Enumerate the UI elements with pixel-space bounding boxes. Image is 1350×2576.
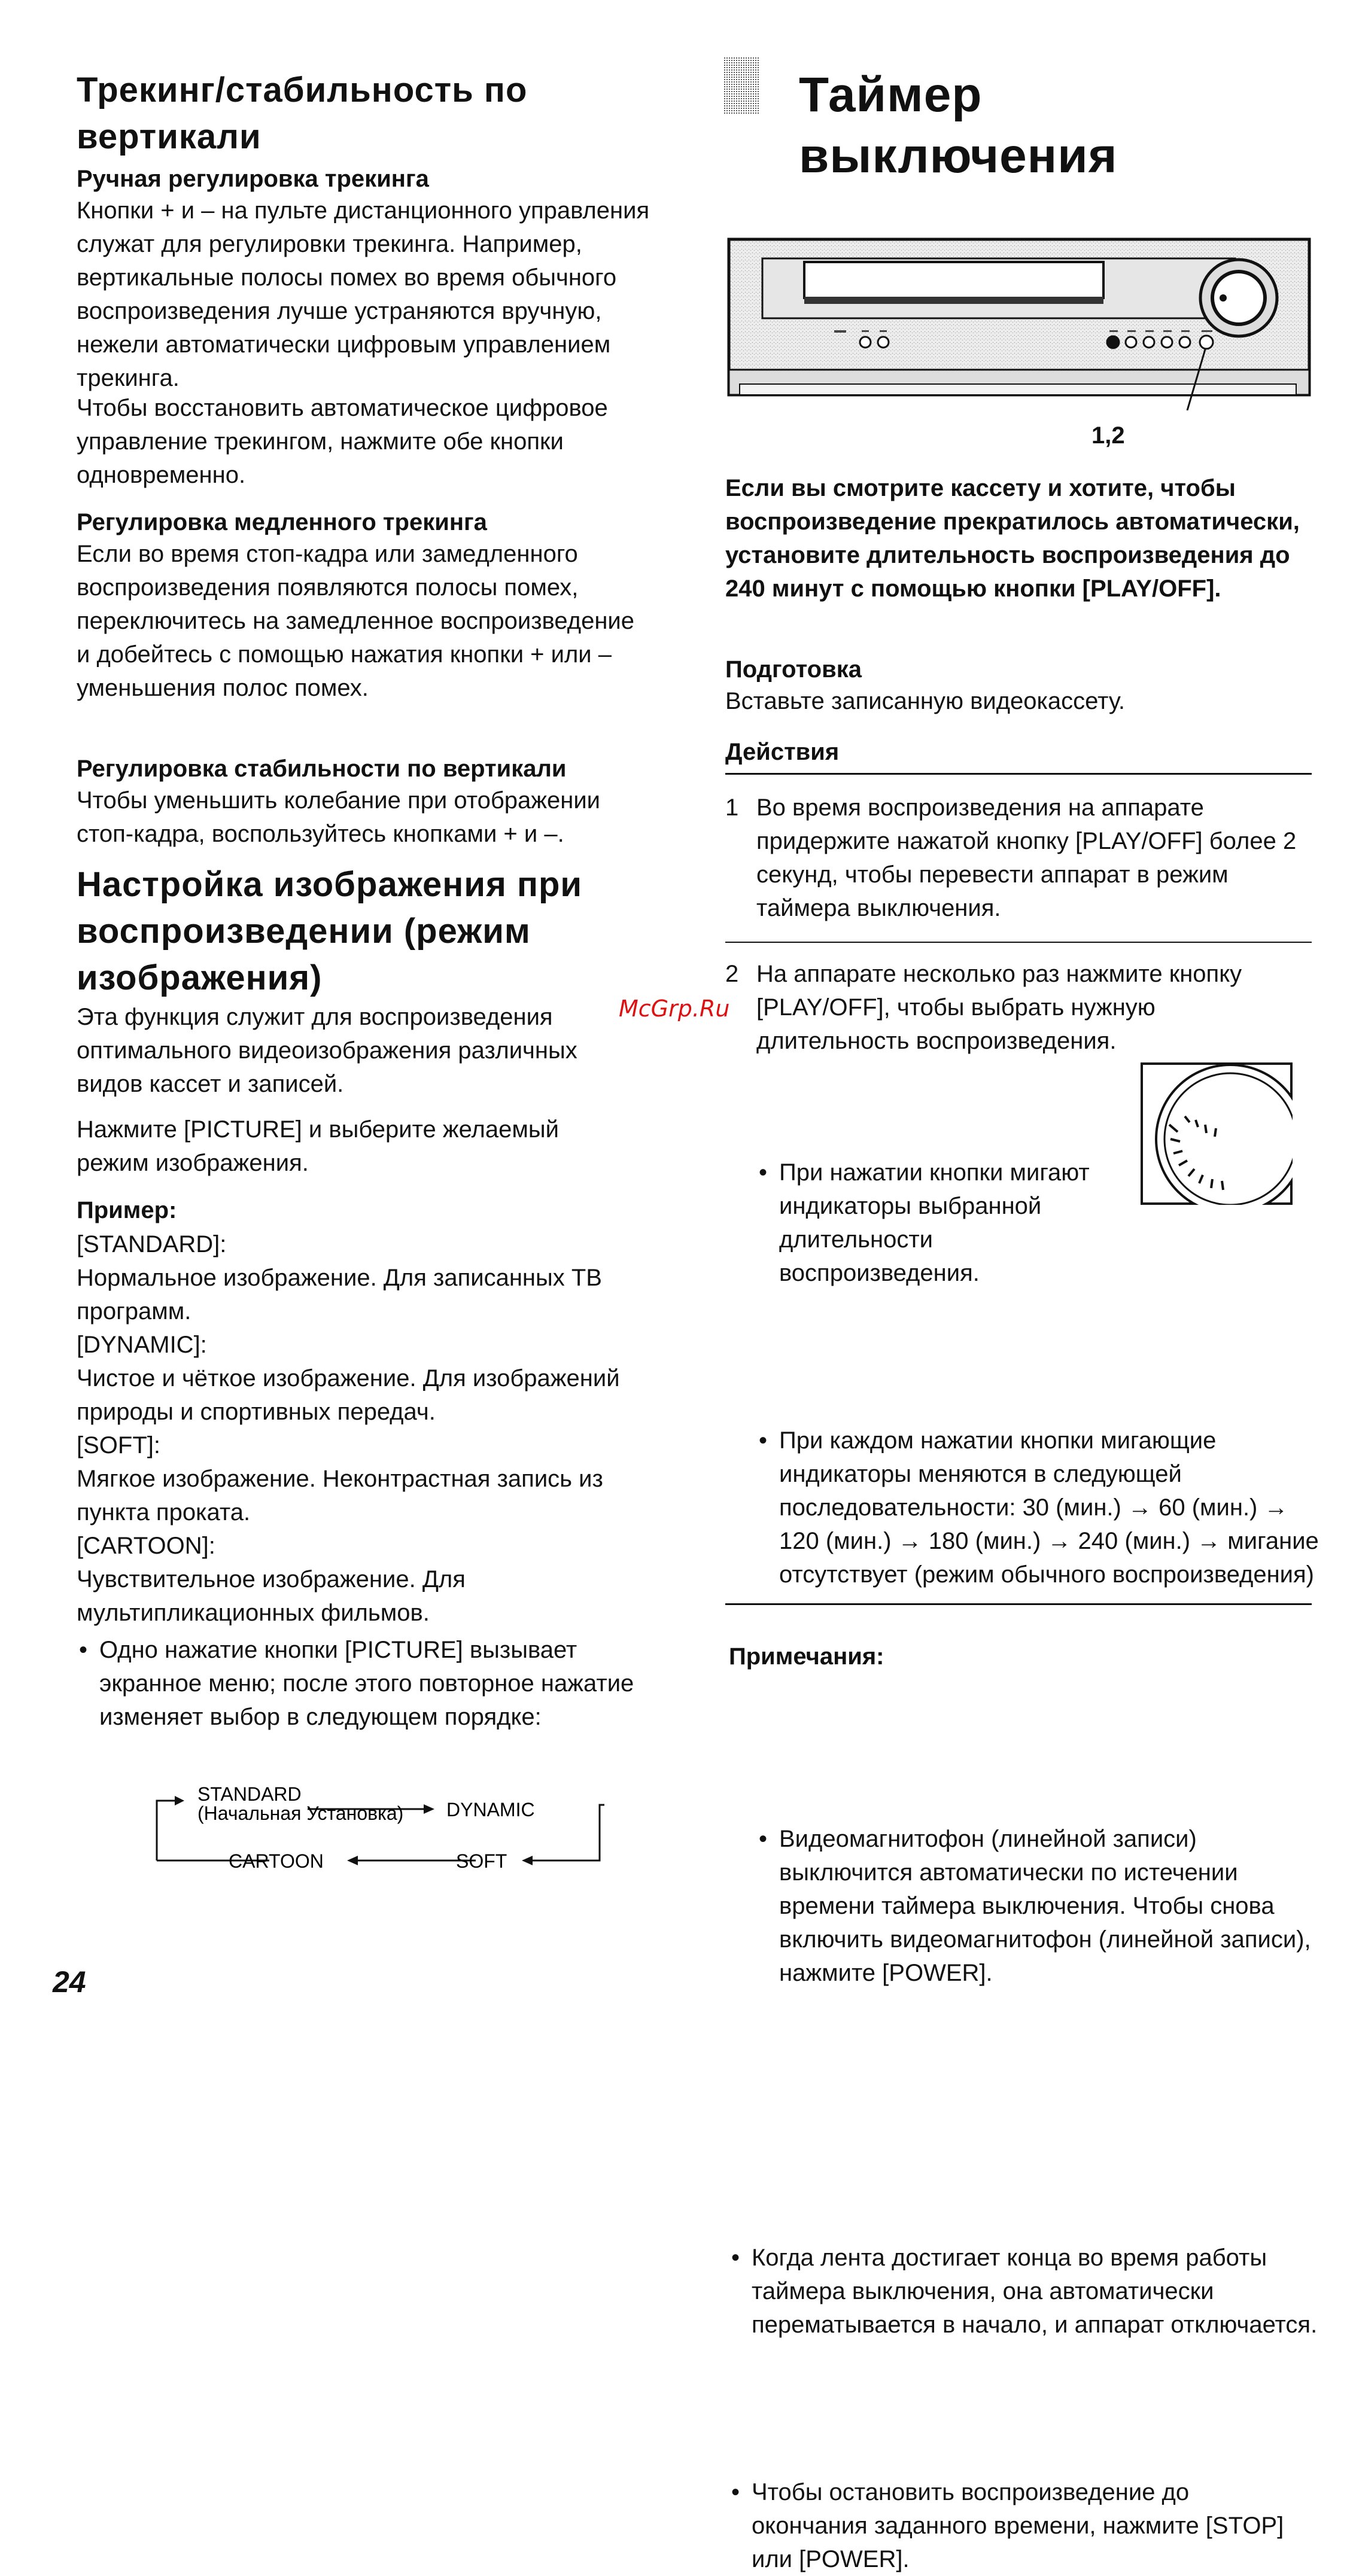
mode-name-soft: [SOFT]: bbox=[77, 1432, 160, 1458]
picture-mode-list bbox=[77, 1228, 675, 1630]
subheading-vertical-stability: Регулировка стабильности по вертикали bbox=[77, 756, 567, 782]
mode-desc-dynamic: Чистое и чёткое изображение. Для изображений природы и спортивных передач. bbox=[77, 1365, 620, 1425]
step-2 bbox=[725, 957, 1312, 1058]
step-2-bullet-indicators: • При нажатии кнопки мигают индикаторы выбранной длительности воспроизведения. bbox=[756, 1156, 1138, 1290]
preparation-text: Вставьте записанную видеокассету. bbox=[725, 688, 1125, 714]
paragraph-restore-auto: Чтобы восстановить автоматическое цифровое управление трекингом, нажмите обе кнопки одновременно. bbox=[77, 395, 608, 488]
watermark: McGrp.Ru bbox=[619, 995, 730, 1022]
mode-name-cartoon: [CARTOON]: bbox=[77, 1533, 215, 1559]
note-2: • Чтобы остановить воспроизведение до окончания заданного времени, нажмите [STOP] или [POWER]. bbox=[729, 2475, 1290, 2576]
dial-indicator-illustration bbox=[1141, 1062, 1293, 1205]
section-title-tracking: Трекинг/стабильность по вертикали bbox=[77, 71, 528, 156]
mode-desc-soft: Мягкое изображение. Неконтрастная запись из пункта проката. bbox=[77, 1466, 603, 1525]
cycle-soft-label: SOFT bbox=[456, 1850, 507, 1872]
paragraph-picture-intro: Эта функция служит для воспроизведения оптимального видеоизображения различных видов кассет и записей. bbox=[77, 1004, 577, 1097]
step-2-text: На аппарате несколько раз нажмите кнопку [PLAY/OFF], чтобы выбрать нужную длительность воспроизведения. bbox=[756, 961, 1242, 1054]
section-title-picture-mode: Настройка изображения при воспроизведении (режим изображения) bbox=[77, 865, 583, 997]
picture-button-bullet: • Одно нажатие кнопки [PICTURE] вызывает экранное меню; после этого повторное нажатие изменяет выбор в следующем порядке: bbox=[77, 1633, 662, 1734]
paragraph-press-picture: Нажмите [PICTURE] и выберите желаемый режим изображения. bbox=[77, 1116, 559, 1176]
mode-name-standard: [STANDARD]: bbox=[77, 1231, 227, 1257]
section-title-off-timer: Таймер выключения bbox=[799, 68, 1118, 183]
cycle-dynamic-label: DYNAMIC bbox=[446, 1799, 535, 1820]
paragraph-slow-tracking: Если во время стоп-кадра или замедленного воспроизведения появляются полосы помех, переключитесь на замедленное воспроизведение и добейтесь с помощью нажатия кнопки + или – уменьшения полос помех. bbox=[77, 541, 634, 701]
paragraph-manual-tracking: Кнопки + и – на пульте дистанционного управления служат для регулировки трекинга. Например, вертикальные полосы помех во время обычного воспроизведения лучше устраняются вручную, нежели автоматически цифровым управлением трекинга. bbox=[77, 197, 650, 391]
step-2-bullet-power: • Видеомагнитофон (линейной записи) выключится автоматически по истечении времени таймера выключения. Чтобы снова включить видеомагнитофон (линейной записи), нажмите [POWER]. bbox=[756, 1822, 1330, 1990]
figure-callout-label: 1,2 bbox=[1091, 422, 1125, 449]
actions-label: Действия bbox=[725, 739, 840, 765]
mode-name-dynamic: [DYNAMIC]: bbox=[77, 1332, 207, 1358]
page-number: 24 bbox=[53, 1965, 86, 1999]
off-timer-intro: Если вы смотрите кассету и хотите, чтобы воспроизведение прекратилось автоматически, установите длительность воспроизведения до 240 минут с помощью кнопки [PLAY/OFF]. bbox=[725, 475, 1300, 602]
step-1-number: 1 bbox=[725, 794, 739, 821]
note-1: • Когда лента достигает конца во время работы таймера выключения, она автоматически перематывается в начало, и аппарат отключается. bbox=[729, 2241, 1332, 2341]
preparation-label: Подготовка bbox=[725, 656, 862, 683]
step-2-bullet-sequence: • При каждом нажатии кнопки мигающие индикаторы меняются в следующей последовательности: 30 (мин.) → 60 (мин.) → 120 (мин.) → 180 (мин.) → 240 (мин.) → мигание отсутствует (режим обычного воспроизведения) bbox=[756, 1424, 1330, 1591]
title-marker-icon bbox=[724, 57, 760, 115]
divider bbox=[725, 942, 1312, 943]
step-2-number: 2 bbox=[725, 961, 739, 987]
divider bbox=[725, 773, 1312, 775]
step-1-text: Во время воспроизведения на аппарате придержите нажатой кнопку [PLAY/OFF] более 2 секунд, чтобы перевести аппарат в режим таймера выключения. bbox=[756, 794, 1297, 921]
mode-desc-standard: Нормальное изображение. Для записанных ТВ программ. bbox=[77, 1265, 602, 1324]
subheading-manual-tracking: Ручная регулировка трекинга bbox=[77, 166, 429, 192]
cycle-standard-label: STANDARD bbox=[197, 1784, 302, 1805]
paragraph-vertical-stability: Чтобы уменьшить колебание при отображении стоп-кадра, воспользуйтесь кнопками + и –. bbox=[77, 787, 600, 847]
divider bbox=[725, 1603, 1312, 1605]
step-1 bbox=[725, 791, 1312, 925]
subheading-slow-tracking: Регулировка медленного трекинга bbox=[77, 509, 487, 535]
notes-label: Примечания: bbox=[729, 1643, 884, 1670]
cycle-standard-sub: (Начальная Установка) bbox=[197, 1802, 404, 1824]
vcr-front-panel-illustration bbox=[726, 237, 1314, 410]
example-label: Пример: bbox=[77, 1197, 177, 1223]
cycle-cartoon-label: CARTOON bbox=[229, 1850, 324, 1872]
mode-desc-cartoon: Чувствительное изображение. Для мультипликационных фильмов. bbox=[77, 1566, 466, 1626]
picture-mode-cycle-diagram bbox=[150, 1784, 604, 1886]
